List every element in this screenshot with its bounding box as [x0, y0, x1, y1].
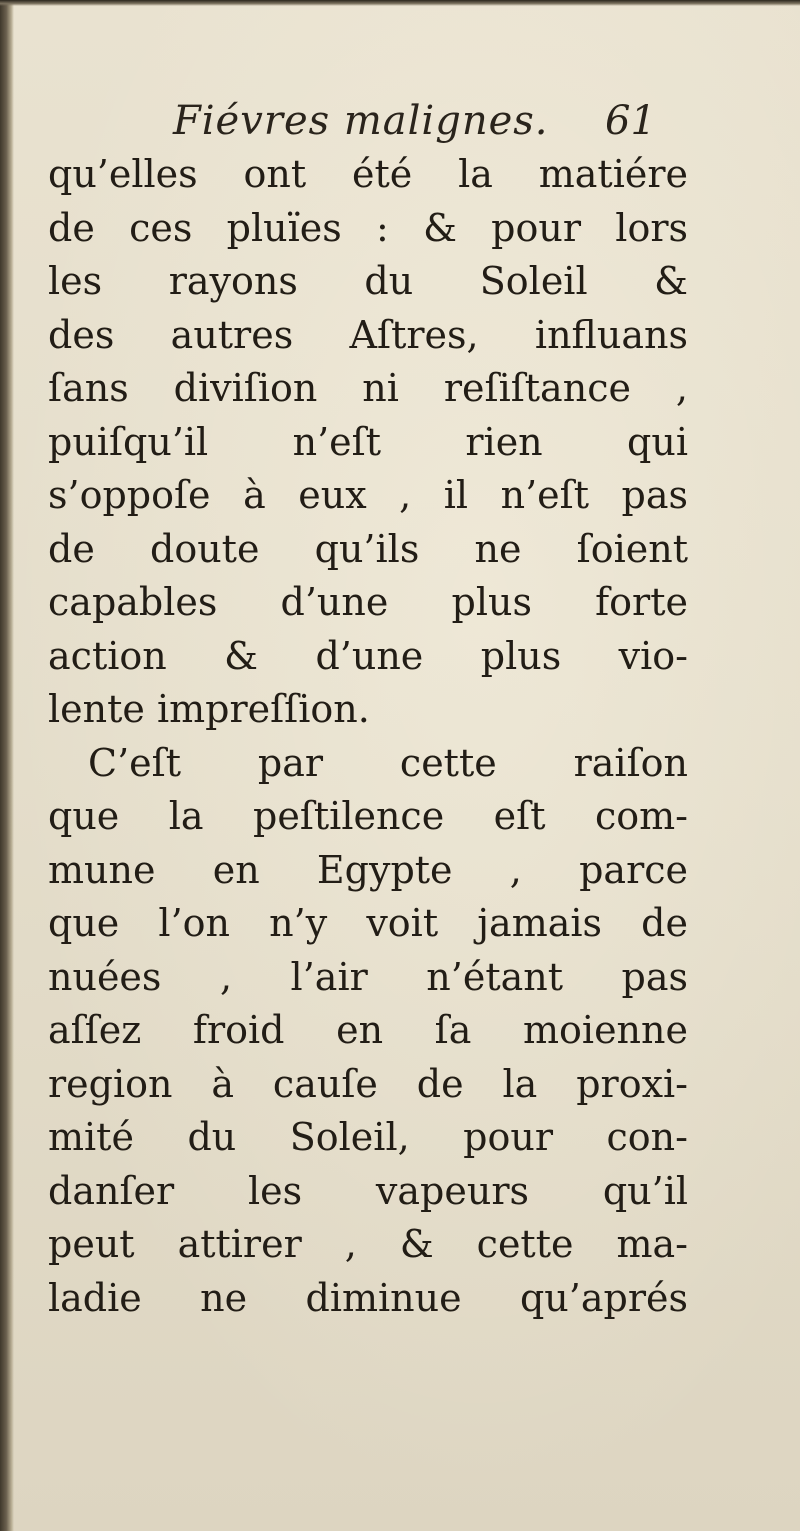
text-line: mune en Egypte , parce: [48, 847, 688, 892]
text-line: action & d’une plus vio-: [48, 633, 688, 678]
text-line: region à cauſe de la proxi-: [48, 1061, 688, 1106]
text-line: capables d’une plus forte: [48, 580, 688, 624]
text-line: qu’elles ont été la matiére: [48, 152, 688, 196]
text-line: nuées , l’air n’étant pas: [48, 954, 688, 999]
text-line: s’oppoſe à eux , il n’eſt pas: [48, 473, 688, 517]
page-number: 61: [605, 98, 656, 144]
text-line: puiſqu’il n’eſt rien qui: [48, 419, 688, 464]
text-line: que la peſtilence eſt com-: [48, 794, 688, 838]
binding-shadow: [0, 0, 14, 1531]
top-page-edge: [0, 0, 800, 6]
text-line: que l’on n’y voit jamais de: [48, 901, 688, 945]
text-line: des autres Aſtres, influans: [48, 312, 688, 357]
text-line: de doute qu’ils ne ſoient: [48, 526, 688, 571]
paragraph-end-line: lente impreſſion.: [48, 687, 370, 731]
text-line: les rayons du Soleil &: [48, 259, 688, 303]
text-line: ladie ne diminue qu’aprés: [48, 1275, 688, 1320]
text-line: ſans diviſion ni reſiſtance ,: [48, 366, 688, 410]
text-line: danſer les vapeurs qu’il: [48, 1168, 688, 1213]
paragraph-start-line: C’eſt par cette raiſon: [88, 740, 688, 785]
body-text: [48, 148, 688, 1325]
text-line: aſſez froid en ſa moienne: [48, 1008, 688, 1052]
text-line: mité du Soleil, pour con-: [48, 1115, 688, 1159]
text-line: de ces pluïes : & pour lors: [48, 205, 688, 250]
running-title: Fiévres malignes.: [173, 98, 549, 144]
text-line: peut attirer , & cette ma-: [48, 1222, 688, 1266]
